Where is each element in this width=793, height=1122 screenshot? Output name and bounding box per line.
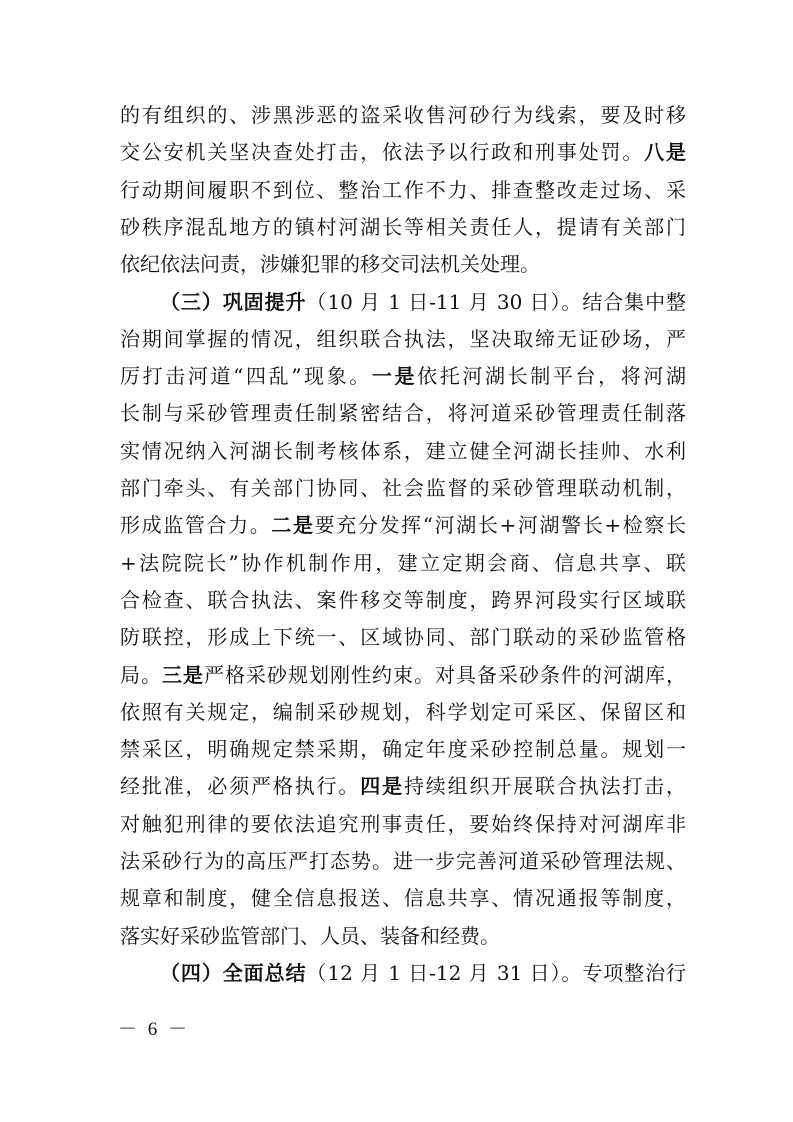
text-run: 持续组织开展联合执法打击， bbox=[403, 774, 687, 798]
text-run: 合检查、联合执法、案件移交等制度，跨界河段实行区域联 bbox=[120, 588, 686, 612]
text-run: 治期间掌握的情况，组织联合执法，坚决取缔无证砂场，严 bbox=[120, 327, 686, 351]
text-run: 长制与采砂管理责任制紧密结合，将河道采砂管理责任制落 bbox=[120, 401, 686, 425]
bold-keyword: （四）全面总结 bbox=[160, 961, 307, 985]
text-line bbox=[120, 513, 686, 537]
text-line bbox=[120, 401, 686, 425]
text-run: 规章和制度，健全信息报送、信息共享、情况通报等制度， bbox=[120, 886, 686, 910]
text-line bbox=[120, 812, 686, 836]
text-line bbox=[120, 924, 686, 948]
text-line bbox=[120, 252, 686, 276]
text-run: 交公安机关坚决查处打击，依法予以行政和刑事处罚。 bbox=[120, 140, 645, 164]
text-line bbox=[120, 140, 686, 164]
bold-keyword: 三是 bbox=[162, 663, 204, 687]
text-run: 部门牵头、有关部门协同、社会监督的采砂管理联动机制， bbox=[120, 476, 686, 500]
bold-keyword: 八是 bbox=[644, 140, 687, 164]
bold-keyword: 一是 bbox=[371, 364, 418, 388]
text-line bbox=[120, 103, 686, 127]
text-line bbox=[120, 476, 686, 500]
text-run: 法采砂行为的高压严打态势。进一步完善河道采砂管理法规、 bbox=[120, 849, 686, 873]
bold-keyword: 四是 bbox=[360, 774, 404, 798]
text-run: +法院院长”协作机制作用，建立定期会商、信息共享、联 bbox=[120, 551, 686, 575]
text-line bbox=[120, 625, 686, 649]
text-run: 砂秩序混乱地方的镇村河湖长等相关责任人，提请有关部门 bbox=[120, 215, 686, 239]
text-run: （12 月 1 日-12 月 31 日）。专项整治行 bbox=[306, 961, 686, 985]
text-line bbox=[120, 327, 686, 351]
text-run: 防联控，形成上下统一、区域协同、部门联动的采砂监管格 bbox=[120, 625, 686, 649]
text-run: 的有组织的、涉黑涉恶的盗采收售河砂行为线索，要及时移 bbox=[120, 103, 686, 127]
text-run: 局。 bbox=[120, 663, 162, 687]
bold-keyword: 二是 bbox=[271, 513, 315, 537]
text-line bbox=[120, 588, 686, 612]
text-run: 实情况纳入河湖长制考核体系，建立健全河湖长挂帅、水利 bbox=[120, 439, 686, 463]
text-run: 行动期间履职不到位、整治工作不力、排查整改走过场、采 bbox=[120, 178, 686, 202]
page-number: － 6 － bbox=[118, 1019, 191, 1040]
text-line bbox=[160, 961, 686, 985]
text-line bbox=[120, 737, 686, 761]
bold-keyword: （三）巩固提升 bbox=[160, 290, 307, 314]
text-run: 依托河湖长制平台，将河湖 bbox=[417, 364, 687, 388]
text-run: 形成监管合力。 bbox=[120, 513, 272, 537]
text-run: 严格采砂规划刚性约束。对具备采砂条件的河湖库， bbox=[204, 663, 686, 687]
text-run: 经批准，必须严格执行。 bbox=[120, 774, 361, 798]
text-line bbox=[120, 439, 686, 463]
text-line bbox=[120, 364, 686, 388]
text-run: （10 月 1 日-11 月 30 日）。结合集中整 bbox=[306, 290, 686, 314]
text-run: 厉打击河道“四乱”现象。 bbox=[120, 364, 372, 388]
text-run: 落实好采砂监管部门、人员、装备和经费。 bbox=[120, 924, 500, 948]
text-line bbox=[120, 663, 686, 687]
text-line bbox=[120, 551, 686, 575]
text-line bbox=[120, 886, 686, 910]
text-run: 禁采区，明确规定禁采期，确定年度采砂控制总量。规划一 bbox=[120, 737, 686, 761]
text-run: 对触犯刑律的要依法追究刑事责任，要始终保持对河湖库非 bbox=[120, 812, 686, 836]
text-run: 要充分发挥“河湖长+河湖警长+检察长 bbox=[314, 513, 686, 537]
text-run: 依纪依法问责，涉嫌犯罪的移交司法机关处理。 bbox=[120, 252, 540, 276]
text-line bbox=[160, 290, 686, 314]
text-line bbox=[120, 849, 686, 873]
text-line bbox=[120, 774, 686, 798]
text-line bbox=[120, 700, 686, 724]
text-line bbox=[120, 178, 686, 202]
text-run: 依照有关规定，编制采砂规划，科学划定可采区、保留区和 bbox=[120, 700, 686, 724]
text-line bbox=[120, 215, 686, 239]
